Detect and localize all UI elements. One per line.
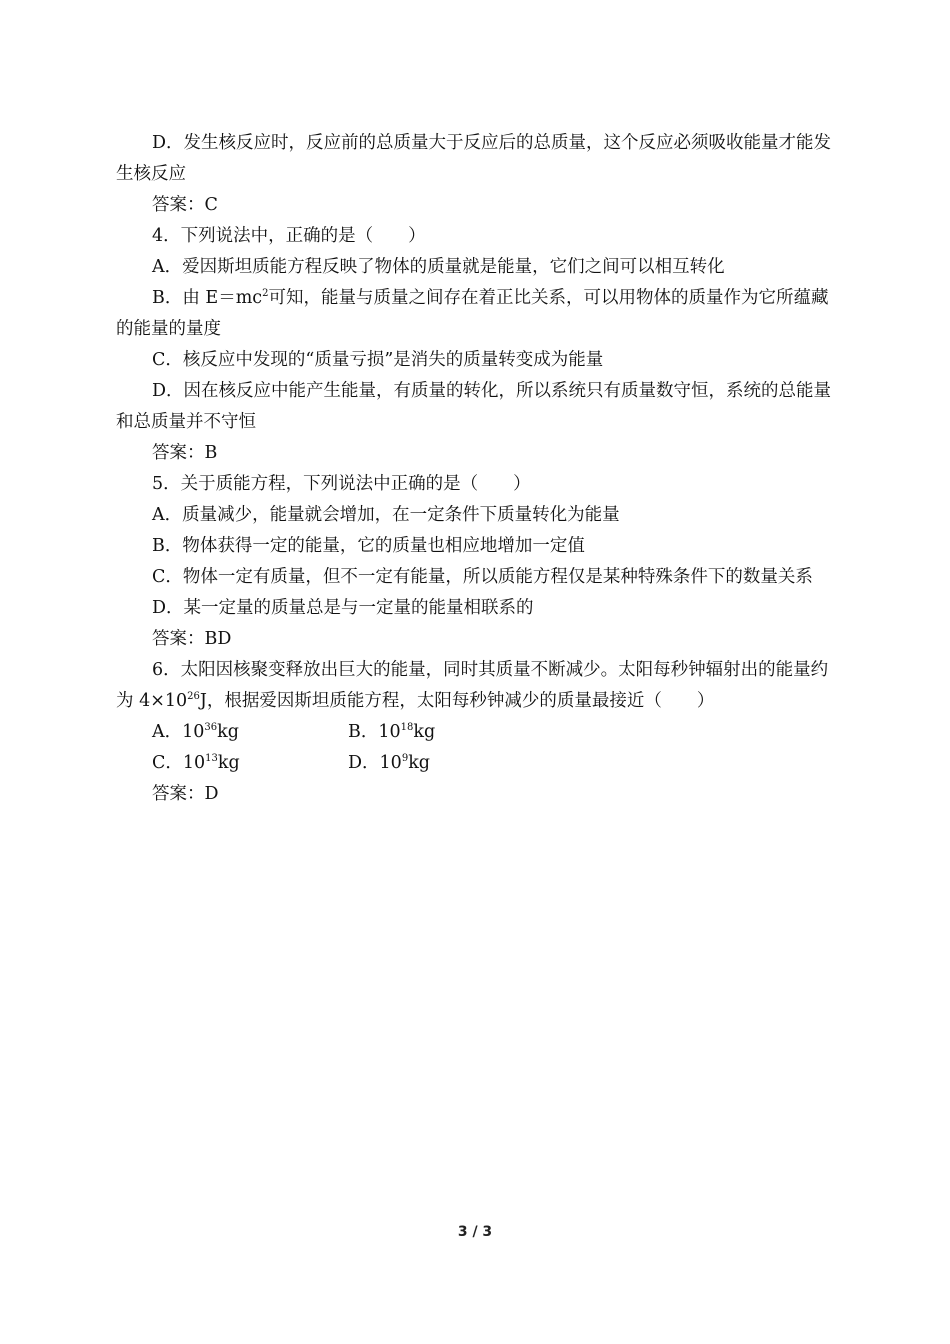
q3-option-d: D．发生核反应时，反应前的总质量大于反应后的总质量，这个反应必须吸收能量才能发生核反应	[116, 133, 832, 184]
q6-option-d-sup: 9	[401, 753, 409, 764]
q6-answer: 答案：D	[152, 784, 219, 804]
q6-option-b-sup: 18	[400, 722, 414, 733]
q5-answer: 答案：BD	[152, 629, 232, 649]
q4-option-c: C．核反应中发现的“质量亏损”是消失的质量转变成为能量	[152, 350, 604, 370]
q6-options-row-2	[116, 748, 840, 779]
q4-option-b-pre: B．由 E＝mc	[152, 288, 263, 308]
q4-option-d: D．因在核反应中能产生能量，有质量的转化，所以系统只有质量数守恒，系统的总能量和总质量并不守恒	[116, 381, 832, 432]
q4-stem: 4．下列说法中，正确的是（ ）	[152, 226, 426, 246]
q6-option-c	[152, 748, 348, 779]
q4-option-b	[116, 283, 840, 345]
q5-option-a: A．质量减少，能量就会增加，在一定条件下质量转化为能量	[152, 505, 620, 525]
q6-option-c-sup: 13	[205, 753, 218, 764]
q5-option-c: C．物体一定有质量，但不一定有能量，所以质能方程仅是某种特殊条件下的数量关系	[152, 567, 813, 587]
q4-option-b-sup: 2	[262, 288, 269, 299]
q6-stem	[116, 655, 840, 717]
q3-answer: 答案：C	[152, 195, 218, 215]
q6-option-d-post: kg	[408, 753, 430, 773]
q6-options-row-1	[116, 717, 840, 748]
q6-option-b	[348, 717, 544, 748]
q5-option-d: D．某一定量的质量总是与一定量的能量相联系的	[152, 598, 534, 618]
q6-stem-pre: 6．太阳因核聚变释放出巨大的能量，同时其质量不断减少。太阳每秒钟辐射出的能量约为 4×10	[116, 660, 829, 711]
q6-stem-sup: 26	[187, 691, 200, 702]
q4-option-b-post: 可知，能量与质量之间存在着正比关系，可以用物体的质量作为它所蕴藏的能量的量度	[116, 288, 829, 339]
q6-option-c-post: kg	[217, 753, 240, 773]
q6-option-a-pre: A．10	[152, 722, 205, 742]
q6-option-a-sup: 36	[204, 722, 218, 733]
q6-option-c-pre: C．10	[152, 753, 206, 773]
q6-option-b-post: kg	[413, 722, 436, 742]
q6-option-d	[348, 748, 544, 779]
q6-option-b-pre: B．10	[348, 722, 401, 742]
q4-answer: 答案：B	[152, 443, 218, 463]
q5-stem: 5．关于质能方程，下列说法中正确的是（ ）	[152, 474, 531, 494]
q6-option-d-pre: D．10	[348, 753, 402, 773]
q5-option-b: B．物体获得一定的能量，它的质量也相应地增加一定值	[152, 536, 585, 556]
page-number: 3 / 3	[457, 1224, 493, 1240]
q6-option-a	[152, 717, 348, 748]
document-body	[116, 128, 840, 810]
q6-option-a-post: kg	[217, 722, 239, 742]
q6-stem-post: J，根据爱因斯坦质能方程，太阳每秒钟减少的质量最接近（ ）	[199, 691, 715, 711]
q4-option-a: A．爱因斯坦质能方程反映了物体的质量就是能量，它们之间可以相互转化	[152, 257, 725, 277]
